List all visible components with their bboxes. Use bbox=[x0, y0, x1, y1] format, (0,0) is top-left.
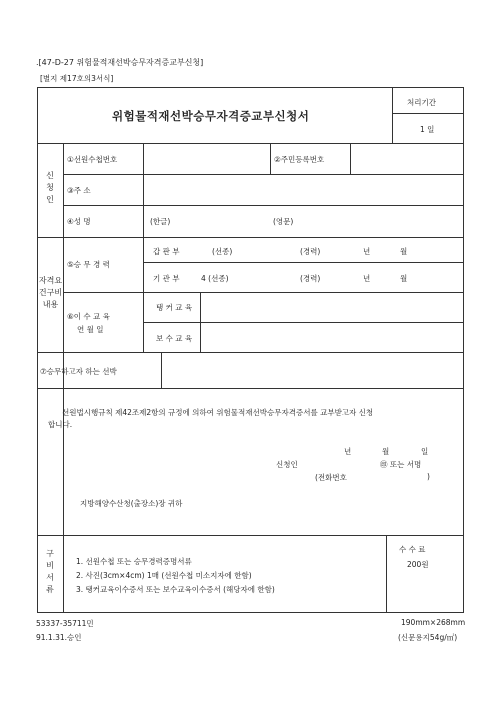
career-label: ⑤승 무 경 력 bbox=[67, 260, 110, 269]
applicant-section-label: 신 청 인 bbox=[46, 171, 54, 204]
required-doc-2: 2. 사진(3cm×4cm) 1매 (선원수첩 미소지자에 한함) bbox=[76, 571, 252, 580]
engine-career-label: (경력) bbox=[300, 274, 321, 283]
date-year-label: 년 bbox=[344, 447, 352, 456]
engine-year-label: 년 bbox=[363, 274, 371, 283]
seaman-book-number-field[interactable] bbox=[145, 146, 268, 172]
education-date-label: 연 월 일 bbox=[77, 325, 104, 334]
phone-label: (전화번호 bbox=[315, 473, 347, 482]
required-doc-3: 3. 탱커교육이수증서 또는 보수교육이수증서 (해당자에 한함) bbox=[76, 585, 275, 594]
date-month-label: 월 bbox=[382, 447, 390, 456]
deck-month-label: 월 bbox=[400, 247, 408, 256]
processing-label: 처리기간 bbox=[407, 98, 436, 107]
seal-or-signature-label: ㊞ 또는 서명 bbox=[380, 460, 422, 469]
required-doc-1: 1. 선원수첩 또는 승무경력증명서류 bbox=[76, 557, 192, 566]
name-english-label: (영문) bbox=[273, 217, 294, 226]
applicant-sign-label: 신청인 bbox=[276, 460, 298, 469]
footer-paper-type: (신문용지54g/㎡) bbox=[398, 633, 458, 642]
refresher-education-label: 보 수 교 육 bbox=[156, 334, 193, 343]
deck-career-label: (경력) bbox=[300, 247, 321, 256]
engine-month-label: 월 bbox=[400, 274, 408, 283]
processing-value: 1 일 bbox=[420, 125, 435, 134]
name-english-field[interactable] bbox=[300, 208, 460, 234]
statement-line-2: 합니다. bbox=[48, 420, 73, 429]
name-korean-label: (한글) bbox=[150, 217, 171, 226]
resident-number-label: ②주민등록번호 bbox=[274, 155, 325, 164]
phone-close-paren: ) bbox=[427, 472, 430, 481]
frame-top bbox=[37, 87, 464, 88]
form-code: .[47-D-27 위험물적재선박승무자격증교부신청] bbox=[36, 58, 204, 67]
tanker-education-label: 탱 커 교 육 bbox=[156, 303, 193, 312]
deck-year-label: 년 bbox=[363, 247, 371, 256]
qualification-section-label: 자격요 건구비 내용 bbox=[38, 276, 63, 309]
tanker-education-date-field[interactable] bbox=[202, 294, 460, 320]
footer-paper-size: 190mm×268mm bbox=[401, 618, 466, 627]
address-field[interactable] bbox=[145, 177, 461, 203]
footer-approval-date: 91.1.31.승인 bbox=[36, 633, 82, 642]
form-title: 위험물적재선박승무자격증교부신청서 bbox=[112, 109, 310, 123]
education-label: ⑥이 수 교 육 bbox=[67, 312, 110, 321]
name-korean-field[interactable] bbox=[180, 208, 268, 234]
frame-bottom bbox=[37, 612, 464, 613]
statement-line-1: 선원법시행규칙 제42조제2항의 규정에 의하여 위험물적재선박승무자격증서를 교부받고자 신청 bbox=[62, 408, 374, 417]
required-docs-label: 구 비 서 류 bbox=[46, 549, 54, 594]
fee-label: 수 수 료 bbox=[399, 545, 426, 554]
date-day-label: 일 bbox=[421, 447, 429, 456]
address-label: ③주 소 bbox=[67, 186, 91, 195]
engine-ship-type-label: 4 (선종) bbox=[201, 274, 229, 283]
name-label: ④성 명 bbox=[67, 217, 91, 226]
deck-department-label: 갑 판 부 bbox=[153, 247, 180, 256]
desired-ship-field[interactable] bbox=[163, 354, 461, 386]
addressee: 지방해양수산청(출장소)장 귀하 bbox=[80, 499, 183, 508]
desired-ship-label: ⑦승무하고자 하는 선박 bbox=[40, 367, 117, 376]
fee-value: 200원 bbox=[407, 560, 429, 569]
refresher-education-date-field[interactable] bbox=[202, 325, 460, 351]
resident-number-field[interactable] bbox=[352, 146, 462, 172]
footer-approval-number: 53337-35711민 bbox=[36, 619, 94, 628]
engine-department-label: 기 관 부 bbox=[153, 274, 180, 283]
seaman-book-number-label: ①선원수첩번호 bbox=[67, 155, 118, 164]
deck-ship-type-label: (선종) bbox=[212, 247, 233, 256]
form-reference: [별지 제17호의3서식] bbox=[40, 74, 114, 83]
